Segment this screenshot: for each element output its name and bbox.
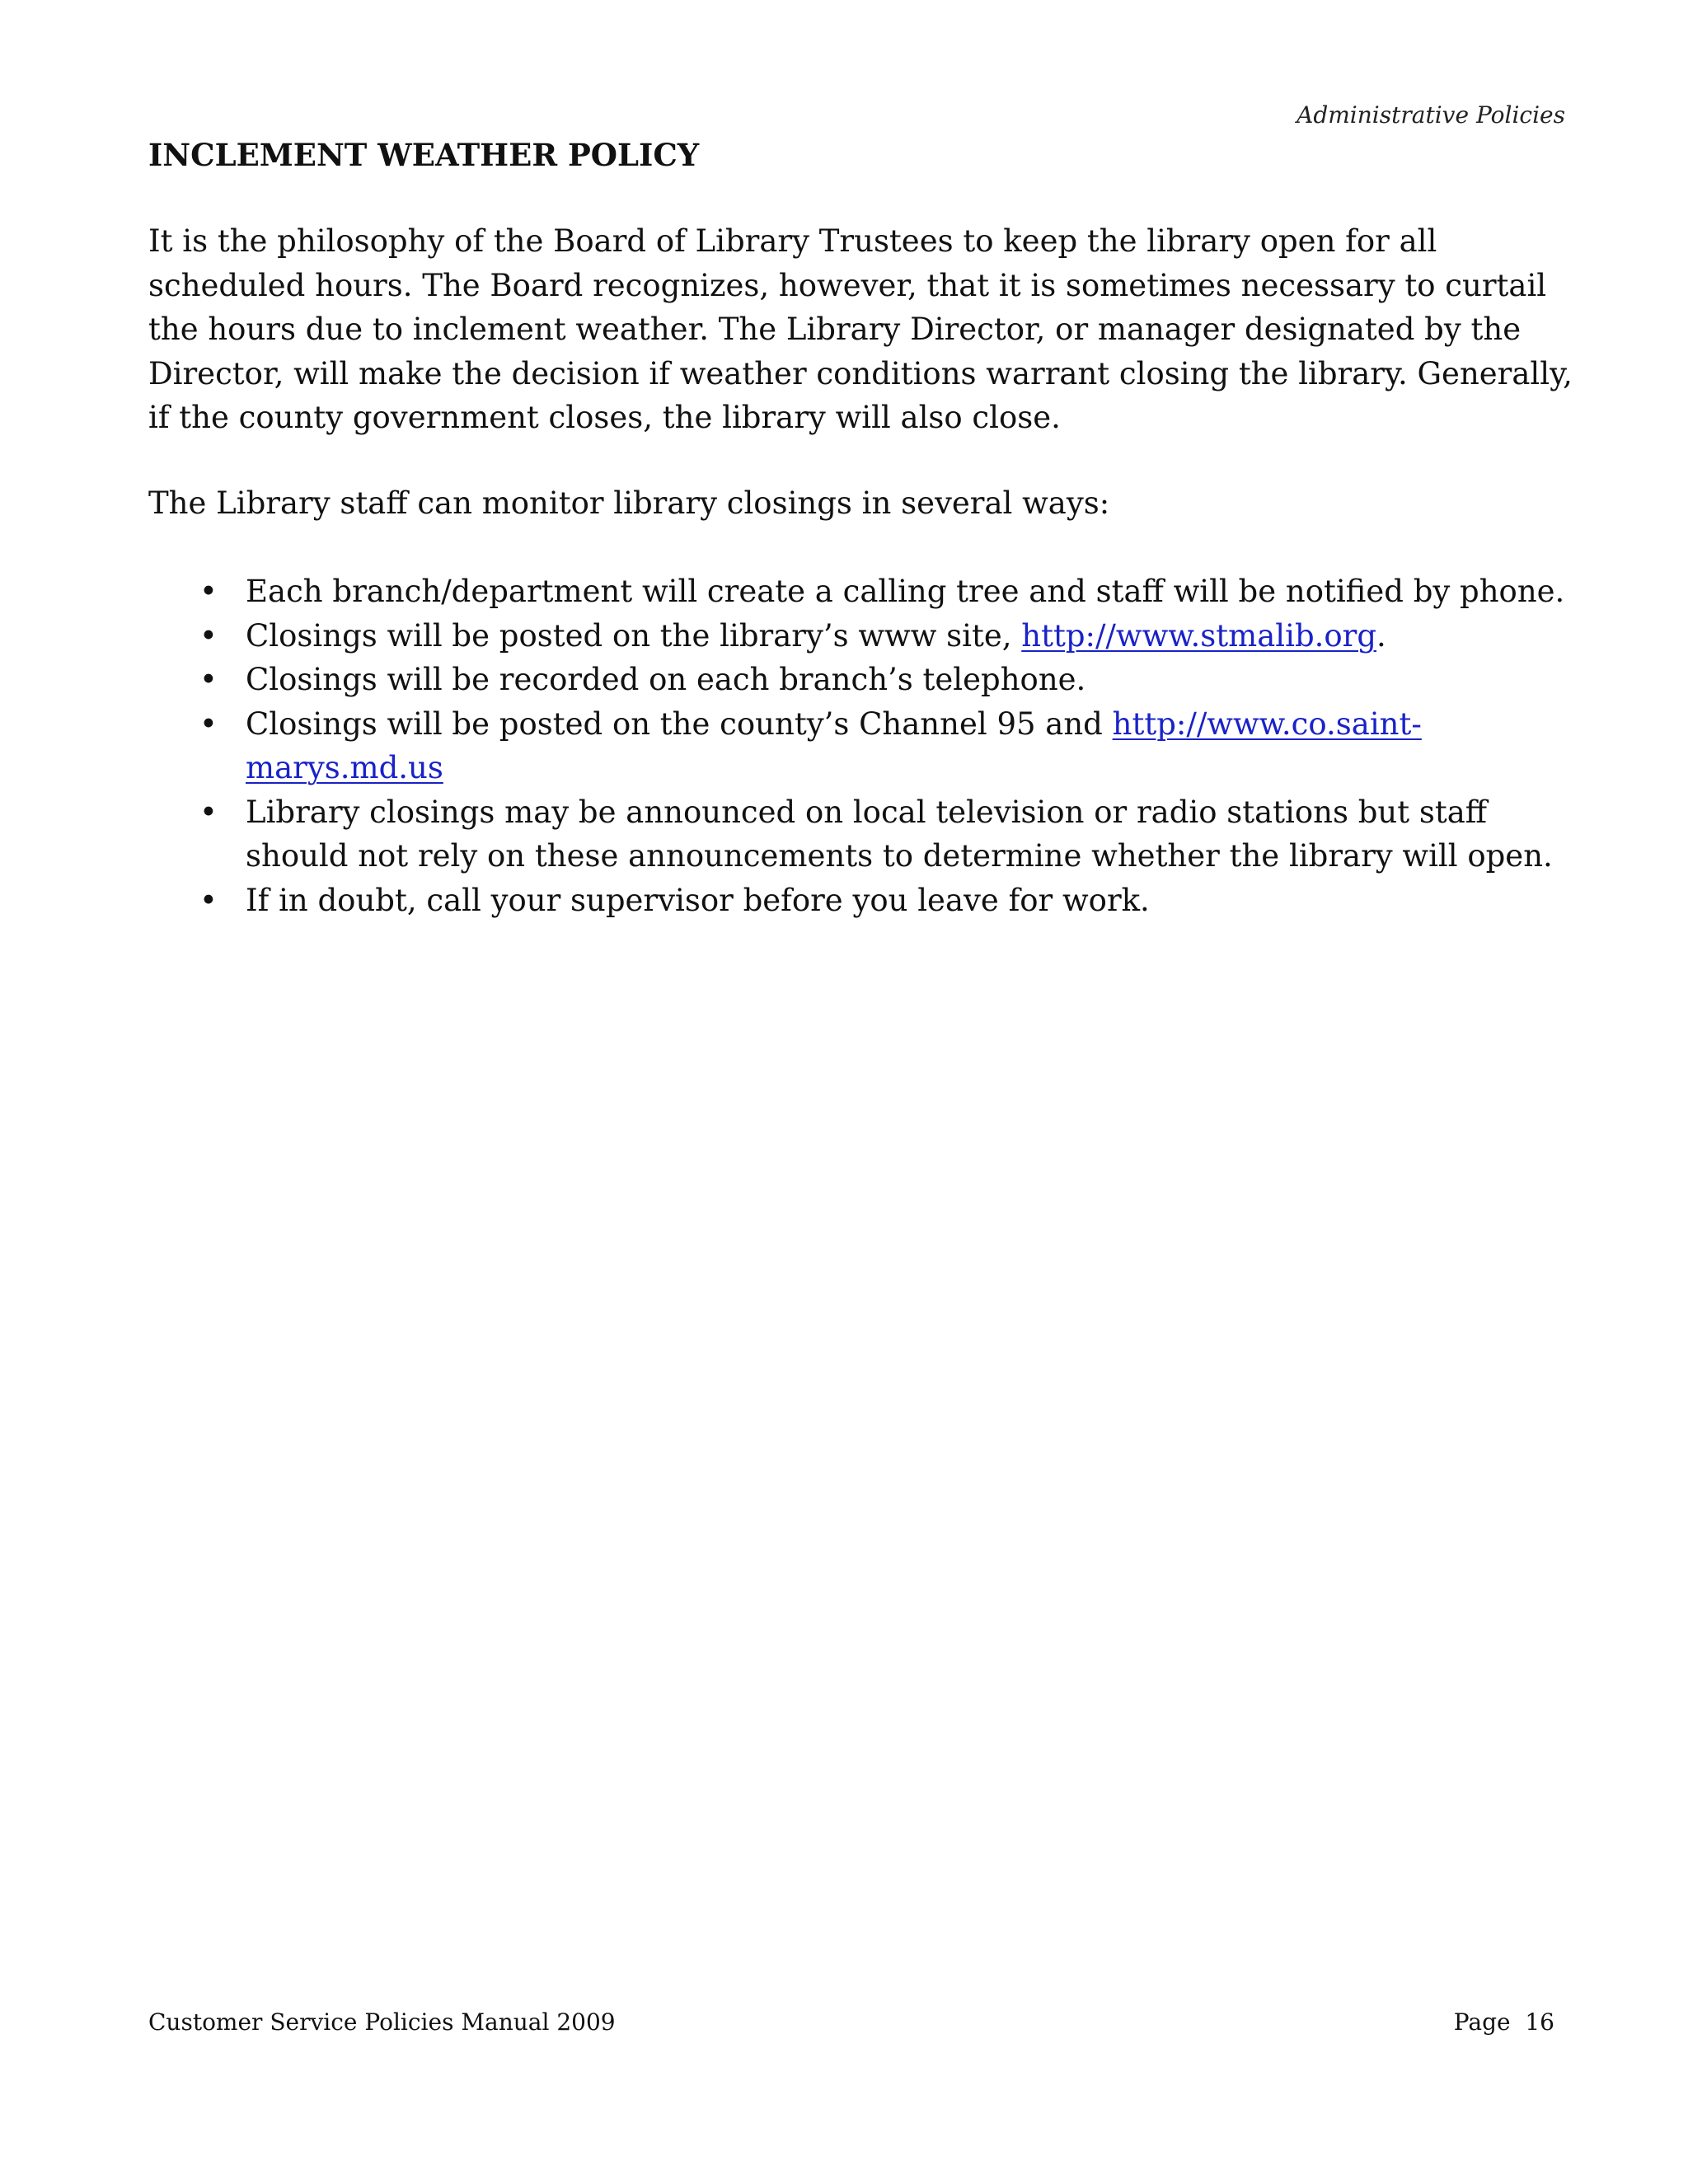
list-item (148, 658, 1574, 702)
list-item-text: Closings will be posted on the library’s www site, (246, 617, 1022, 654)
monitor-paragraph: The Library staff can monitor library closings in several ways: (148, 485, 1110, 521)
list-item (148, 879, 1574, 923)
list-item-text: Closings will be posted on the county’s Channel 95 and (246, 705, 1113, 742)
list-item-text: Closings will be recorded on each branch’s telephone. (246, 662, 1086, 697)
intro-paragraph: It is the philosophy of the Board of Library Trustees to keep the library open for all scheduled hours. The Board recognizes, however, that it is sometimes necessary to curtail the hours due to inclement weather. The Library Director, or manager designated by the Director, will make the decision if weather conditions warrant closing the library. Generally, if the county government closes, the library will also close. (148, 223, 1573, 435)
closing-methods-list (148, 569, 1574, 922)
bullet-icon: • (199, 574, 218, 609)
bullet-icon: • (199, 617, 218, 654)
list-item (148, 702, 1574, 790)
running-header: Administrative Policies (1296, 101, 1565, 129)
county-website-link[interactable]: http://www.co.saint-marys.md.us (246, 705, 1422, 785)
list-item (148, 614, 1574, 658)
footer-manual-title: Customer Service Policies Manual 2009 (148, 2008, 616, 2036)
list-item (148, 790, 1574, 879)
list-item-text: If in doubt, call your supervisor before you leave for work. (246, 882, 1150, 918)
list-item-suffix: . (1376, 617, 1386, 654)
library-website-link[interactable]: http://www.stmalib.org (1021, 617, 1377, 654)
bullet-icon: • (199, 882, 218, 918)
list-item (148, 569, 1574, 614)
list-item-text: Each branch/department will create a calling tree and staff will be notified by phone. (246, 574, 1565, 609)
list-item-text: Library closings may be announced on local television or radio stations but staff should not rely on these announcements to determine whether the library will open. (246, 794, 1553, 874)
page-title: INCLEMENT WEATHER POLICY (148, 137, 700, 173)
document-body (148, 132, 1574, 922)
footer-page-number: Page 16 (1453, 2008, 1554, 2036)
bullet-icon: • (199, 662, 218, 697)
bullet-icon: • (199, 794, 218, 830)
bullet-icon: • (199, 705, 218, 742)
